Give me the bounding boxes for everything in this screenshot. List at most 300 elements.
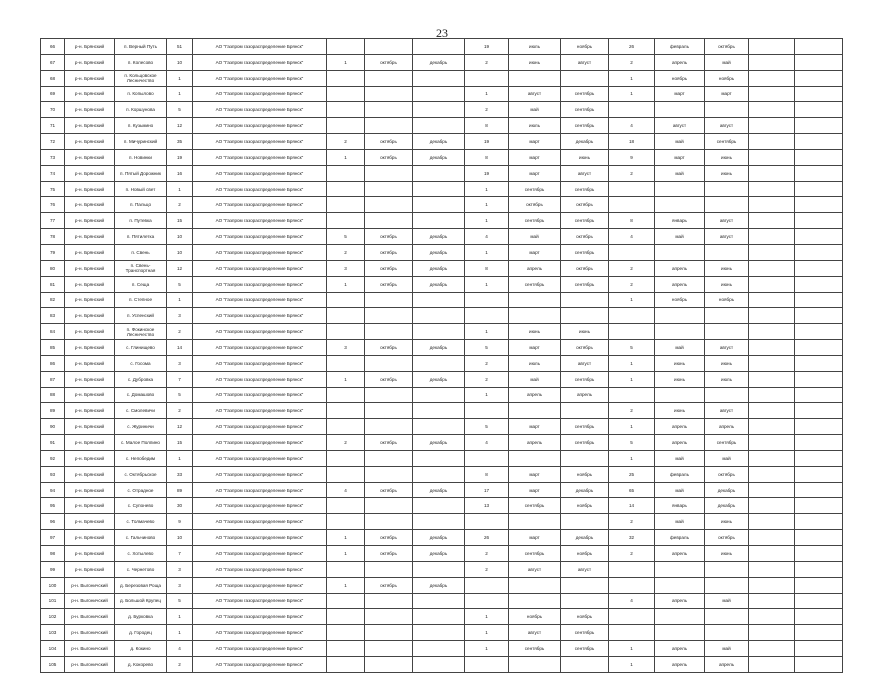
empty-cell: [795, 70, 843, 86]
empty-cell: [749, 54, 795, 70]
object-count-cell: 1: [167, 625, 193, 641]
group1-end-cell: декабрь: [413, 577, 465, 593]
group2-start-cell: октябрь: [509, 197, 561, 213]
district-cell: р-н. Брянский: [65, 403, 115, 419]
group1-start-cell: [365, 561, 413, 577]
group3-count-cell: [609, 577, 655, 593]
group2-start-cell: июнь: [509, 324, 561, 340]
row-number: 104: [41, 641, 65, 657]
row-number: 83: [41, 308, 65, 324]
group3-end-cell: июнь: [705, 546, 749, 562]
group3-start-cell: май: [655, 450, 705, 466]
table-row: [41, 181, 843, 197]
group1-end-cell: [413, 355, 465, 371]
group3-end-cell: [705, 324, 749, 340]
group3-start-cell: [655, 609, 705, 625]
group1-count-cell: [327, 292, 365, 308]
locality-cell: д. Кокорево: [115, 656, 167, 672]
row-number: 80: [41, 260, 65, 276]
locality-cell: п. Верный Путь: [115, 39, 167, 55]
organization-cell: АО "Газпром газораспределение Брянск": [193, 149, 327, 165]
group3-start-cell: январь: [655, 213, 705, 229]
group1-count-cell: [327, 403, 365, 419]
organization-cell: АО "Газпром газораспределение Брянск": [193, 482, 327, 498]
district-cell: р-н. Брянский: [65, 165, 115, 181]
row-number: 91: [41, 435, 65, 451]
group1-start-cell: [365, 466, 413, 482]
empty-cell: [749, 229, 795, 245]
group2-count-cell: [465, 593, 509, 609]
group1-end-cell: [413, 609, 465, 625]
group2-count-cell: 2: [465, 355, 509, 371]
table-row: [41, 625, 843, 641]
group3-end-cell: [705, 561, 749, 577]
object-count-cell: 3: [167, 577, 193, 593]
group3-count-cell: 2: [609, 54, 655, 70]
district-cell: р-н. Брянский: [65, 70, 115, 86]
empty-cell: [795, 118, 843, 134]
group2-count-cell: 4: [465, 435, 509, 451]
group2-start-cell: март: [509, 340, 561, 356]
group1-count-cell: 1: [327, 577, 365, 593]
group3-start-cell: февраль: [655, 466, 705, 482]
group3-start-cell: [655, 244, 705, 260]
group1-end-cell: декабрь: [413, 134, 465, 150]
group1-start-cell: [365, 355, 413, 371]
group3-count-cell: 2: [609, 165, 655, 181]
empty-cell: [749, 641, 795, 657]
organization-cell: АО "Газпром газораспределение Брянск": [193, 54, 327, 70]
group1-start-cell: октябрь: [365, 54, 413, 70]
organization-cell: АО "Газпром газораспределение Брянск": [193, 561, 327, 577]
table-row: [41, 530, 843, 546]
empty-cell: [795, 530, 843, 546]
group2-count-cell: 2: [465, 54, 509, 70]
group3-count-cell: [609, 244, 655, 260]
group3-end-cell: апрель: [705, 419, 749, 435]
object-count-cell: 10: [167, 54, 193, 70]
group3-start-cell: июнь: [655, 371, 705, 387]
table-row: [41, 39, 843, 55]
row-number: 100: [41, 577, 65, 593]
group1-end-cell: [413, 70, 465, 86]
group1-start-cell: [365, 181, 413, 197]
table-row: [41, 482, 843, 498]
group2-end-cell: август: [561, 561, 609, 577]
locality-cell: п. Кольцовское Лесничество: [115, 70, 167, 86]
group1-count-cell: [327, 355, 365, 371]
group1-count-cell: 1: [327, 546, 365, 562]
empty-cell: [795, 482, 843, 498]
empty-cell: [749, 514, 795, 530]
group3-start-cell: апрель: [655, 546, 705, 562]
group2-end-cell: [561, 308, 609, 324]
row-number: 72: [41, 134, 65, 150]
group3-start-cell: февраль: [655, 530, 705, 546]
organization-cell: АО "Газпром газораспределение Брянск": [193, 244, 327, 260]
locality-cell: с. Глинищево: [115, 340, 167, 356]
district-cell: р-н. Выгоничский: [65, 609, 115, 625]
table-row: [41, 102, 843, 118]
group1-start-cell: [365, 213, 413, 229]
group1-count-cell: 3: [327, 340, 365, 356]
row-number: 95: [41, 498, 65, 514]
empty-cell: [749, 656, 795, 672]
group1-start-cell: октябрь: [365, 276, 413, 292]
row-number: 97: [41, 530, 65, 546]
group3-start-cell: апрель: [655, 276, 705, 292]
group2-end-cell: август: [561, 54, 609, 70]
group3-start-cell: май: [655, 340, 705, 356]
group1-end-cell: декабрь: [413, 530, 465, 546]
group2-start-cell: сентябрь: [509, 181, 561, 197]
group1-end-cell: [413, 641, 465, 657]
group3-count-cell: 5: [609, 340, 655, 356]
object-count-cell: 1: [167, 292, 193, 308]
group2-end-cell: [561, 656, 609, 672]
group1-count-cell: [327, 641, 365, 657]
organization-cell: АО "Газпром газораспределение Брянск": [193, 641, 327, 657]
group1-end-cell: [413, 498, 465, 514]
table-row: [41, 450, 843, 466]
row-number: 69: [41, 86, 65, 102]
row-number: 67: [41, 54, 65, 70]
group3-count-cell: [609, 102, 655, 118]
group1-end-cell: [413, 165, 465, 181]
group1-count-cell: [327, 165, 365, 181]
group2-start-cell: [509, 70, 561, 86]
group2-start-cell: июль: [509, 118, 561, 134]
group3-count-cell: [609, 308, 655, 324]
district-cell: р-н. Брянский: [65, 86, 115, 102]
group2-start-cell: сентябрь: [509, 498, 561, 514]
row-number: 81: [41, 276, 65, 292]
group1-count-cell: 2: [327, 134, 365, 150]
empty-cell: [749, 118, 795, 134]
group2-count-cell: 1: [465, 244, 509, 260]
group3-end-cell: июль: [705, 371, 749, 387]
group3-count-cell: 1: [609, 419, 655, 435]
group2-end-cell: сентябрь: [561, 435, 609, 451]
group1-end-cell: [413, 102, 465, 118]
row-number: 84: [41, 324, 65, 340]
group1-end-cell: декабрь: [413, 371, 465, 387]
group2-count-cell: 1: [465, 387, 509, 403]
organization-cell: АО "Газпром газораспределение Брянск": [193, 213, 327, 229]
group1-count-cell: 2: [327, 435, 365, 451]
object-count-cell: 1: [167, 70, 193, 86]
group2-count-cell: 8: [465, 149, 509, 165]
group3-start-cell: [655, 102, 705, 118]
group2-count-cell: 5: [465, 419, 509, 435]
group1-start-cell: октябрь: [365, 244, 413, 260]
group2-start-cell: июль: [509, 39, 561, 55]
table-row: [41, 276, 843, 292]
group1-end-cell: [413, 292, 465, 308]
district-cell: р-н. Брянский: [65, 371, 115, 387]
group2-start-cell: май: [509, 102, 561, 118]
group3-start-cell: июнь: [655, 403, 705, 419]
district-cell: р-н. Брянский: [65, 561, 115, 577]
group3-end-cell: декабрь: [705, 498, 749, 514]
group3-count-cell: 2: [609, 546, 655, 562]
empty-cell: [795, 340, 843, 356]
empty-cell: [795, 244, 843, 260]
group3-end-cell: май: [705, 450, 749, 466]
group1-end-cell: [413, 197, 465, 213]
group2-end-cell: сентябрь: [561, 118, 609, 134]
table-row: [41, 165, 843, 181]
district-cell: р-н. Брянский: [65, 387, 115, 403]
group3-start-cell: апрель: [655, 419, 705, 435]
group1-start-cell: [365, 86, 413, 102]
group3-end-cell: [705, 308, 749, 324]
group1-start-cell: октябрь: [365, 546, 413, 562]
object-count-cell: 2: [167, 403, 193, 419]
empty-cell: [795, 577, 843, 593]
organization-cell: АО "Газпром газораспределение Брянск": [193, 308, 327, 324]
table-row: [41, 466, 843, 482]
district-cell: р-н. Брянский: [65, 118, 115, 134]
row-number: 93: [41, 466, 65, 482]
group1-count-cell: [327, 387, 365, 403]
district-cell: р-н. Брянский: [65, 450, 115, 466]
row-number: 85: [41, 340, 65, 356]
table-row: [41, 561, 843, 577]
table-row: [41, 514, 843, 530]
locality-cell: с. Хотылево: [115, 546, 167, 562]
group1-start-cell: октябрь: [365, 482, 413, 498]
group2-end-cell: [561, 403, 609, 419]
group2-count-cell: 1: [465, 641, 509, 657]
group3-start-cell: май: [655, 165, 705, 181]
group2-end-cell: [561, 70, 609, 86]
group2-start-cell: апрель: [509, 435, 561, 451]
group1-count-cell: [327, 213, 365, 229]
group2-end-cell: декабрь: [561, 134, 609, 150]
table-row: [41, 371, 843, 387]
group1-start-cell: октябрь: [365, 435, 413, 451]
group2-start-cell: сентябрь: [509, 213, 561, 229]
group1-end-cell: [413, 466, 465, 482]
group1-start-cell: октябрь: [365, 340, 413, 356]
group2-count-cell: 19: [465, 39, 509, 55]
empty-cell: [795, 165, 843, 181]
table-row: [41, 70, 843, 86]
group1-count-cell: [327, 324, 365, 340]
group3-start-cell: март: [655, 86, 705, 102]
row-number: 75: [41, 181, 65, 197]
group2-count-cell: 1: [465, 213, 509, 229]
locality-cell: п. Пальцо: [115, 197, 167, 213]
table-row: [41, 324, 843, 340]
organization-cell: АО "Газпром газораспределение Брянск": [193, 593, 327, 609]
object-count-cell: 1: [167, 450, 193, 466]
group2-start-cell: [509, 308, 561, 324]
group2-count-cell: 5: [465, 340, 509, 356]
group3-count-cell: 9: [609, 149, 655, 165]
group2-start-cell: апрель: [509, 260, 561, 276]
object-count-cell: 10: [167, 229, 193, 245]
group1-end-cell: декабрь: [413, 340, 465, 356]
table-row: [41, 54, 843, 70]
group1-count-cell: 4: [327, 482, 365, 498]
group2-count-cell: [465, 292, 509, 308]
group1-count-cell: [327, 118, 365, 134]
table-row: [41, 229, 843, 245]
empty-cell: [795, 39, 843, 55]
organization-cell: АО "Газпром газораспределение Брянск": [193, 355, 327, 371]
group1-end-cell: декабрь: [413, 260, 465, 276]
group3-count-cell: [609, 609, 655, 625]
group3-count-cell: 26: [609, 39, 655, 55]
group1-end-cell: [413, 86, 465, 102]
group2-count-cell: 2: [465, 102, 509, 118]
group3-start-cell: апрель: [655, 435, 705, 451]
group2-end-cell: октябрь: [561, 340, 609, 356]
group1-count-cell: 5: [327, 229, 365, 245]
group2-end-cell: ноябрь: [561, 466, 609, 482]
group1-end-cell: [413, 625, 465, 641]
row-number: 74: [41, 165, 65, 181]
district-cell: р-н. Выгоничский: [65, 641, 115, 657]
group1-end-cell: [413, 419, 465, 435]
group3-count-cell: 4: [609, 229, 655, 245]
locality-cell: п. Пятилетка: [115, 229, 167, 245]
group3-end-cell: [705, 609, 749, 625]
organization-cell: АО "Газпром газораспределение Брянск": [193, 181, 327, 197]
locality-cell: д. Кокино: [115, 641, 167, 657]
group1-start-cell: октябрь: [365, 134, 413, 150]
group2-start-cell: сентябрь: [509, 546, 561, 562]
empty-cell: [749, 292, 795, 308]
district-cell: р-н. Брянский: [65, 340, 115, 356]
row-number: 98: [41, 546, 65, 562]
group1-end-cell: [413, 324, 465, 340]
row-number: 82: [41, 292, 65, 308]
group3-end-cell: [705, 181, 749, 197]
organization-cell: АО "Газпром газораспределение Брянск": [193, 70, 327, 86]
group2-count-cell: 8: [465, 118, 509, 134]
locality-cell: п. Копылово: [115, 86, 167, 102]
group3-count-cell: 2: [609, 276, 655, 292]
group2-end-cell: [561, 514, 609, 530]
table-row: [41, 641, 843, 657]
group1-end-cell: декабрь: [413, 54, 465, 70]
empty-cell: [749, 498, 795, 514]
group3-count-cell: 32: [609, 530, 655, 546]
group2-start-cell: [509, 514, 561, 530]
group1-start-cell: октябрь: [365, 530, 413, 546]
group2-count-cell: 8: [465, 260, 509, 276]
group3-end-cell: октябрь: [705, 530, 749, 546]
table-row: [41, 213, 843, 229]
object-count-cell: 33: [167, 466, 193, 482]
empty-cell: [795, 229, 843, 245]
group1-start-cell: [365, 641, 413, 657]
empty-cell: [749, 39, 795, 55]
group1-start-cell: октябрь: [365, 260, 413, 276]
group2-end-cell: [561, 577, 609, 593]
group2-end-cell: сентябрь: [561, 86, 609, 102]
group2-end-cell: [561, 593, 609, 609]
object-count-cell: 5: [167, 102, 193, 118]
group3-start-cell: ноябрь: [655, 292, 705, 308]
object-count-cell: 51: [167, 39, 193, 55]
district-cell: р-н. Брянский: [65, 181, 115, 197]
district-cell: р-н. Брянский: [65, 244, 115, 260]
row-number: 88: [41, 387, 65, 403]
group1-start-cell: [365, 39, 413, 55]
group3-end-cell: октябрь: [705, 39, 749, 55]
row-number: 102: [41, 609, 65, 625]
district-cell: р-н. Брянский: [65, 466, 115, 482]
table-row: [41, 292, 843, 308]
group2-end-cell: [561, 292, 609, 308]
group1-count-cell: 1: [327, 371, 365, 387]
group2-count-cell: 2: [465, 371, 509, 387]
group3-start-cell: [655, 577, 705, 593]
empty-cell: [795, 593, 843, 609]
organization-cell: АО "Газпром газораспределение Брянск": [193, 625, 327, 641]
group1-count-cell: [327, 514, 365, 530]
group1-count-cell: [327, 656, 365, 672]
district-cell: р-н. Брянский: [65, 197, 115, 213]
table-row: [41, 577, 843, 593]
object-count-cell: 3: [167, 561, 193, 577]
group3-end-cell: август: [705, 118, 749, 134]
empty-cell: [749, 197, 795, 213]
table-row: [41, 387, 843, 403]
table-row: [41, 593, 843, 609]
district-cell: р-н. Брянский: [65, 482, 115, 498]
group2-count-cell: 4: [465, 229, 509, 245]
group1-start-cell: [365, 292, 413, 308]
group2-count-cell: 1: [465, 197, 509, 213]
group2-start-cell: март: [509, 419, 561, 435]
object-count-cell: 2: [167, 324, 193, 340]
empty-cell: [749, 70, 795, 86]
district-cell: р-н. Брянский: [65, 54, 115, 70]
group1-count-cell: [327, 593, 365, 609]
table-row: [41, 86, 843, 102]
organization-cell: АО "Газпром газораспределение Брянск": [193, 498, 327, 514]
group3-start-cell: [655, 324, 705, 340]
organization-cell: АО "Газпром газораспределение Брянск": [193, 229, 327, 245]
group2-start-cell: [509, 450, 561, 466]
empty-cell: [795, 450, 843, 466]
group3-count-cell: 1: [609, 450, 655, 466]
group3-end-cell: июнь: [705, 355, 749, 371]
group1-start-cell: [365, 450, 413, 466]
group3-count-cell: 2: [609, 260, 655, 276]
group2-count-cell: [465, 70, 509, 86]
group3-count-cell: 4: [609, 593, 655, 609]
group3-count-cell: 8: [609, 213, 655, 229]
group3-count-cell: 1: [609, 371, 655, 387]
district-cell: р-н. Выгоничский: [65, 577, 115, 593]
group3-count-cell: [609, 625, 655, 641]
group3-start-cell: апрель: [655, 54, 705, 70]
locality-cell: п. Коршунова: [115, 102, 167, 118]
empty-cell: [749, 165, 795, 181]
group1-start-cell: [365, 102, 413, 118]
object-count-cell: 89: [167, 482, 193, 498]
group2-end-cell: декабрь: [561, 482, 609, 498]
group3-count-cell: 4: [609, 118, 655, 134]
group3-count-cell: 1: [609, 355, 655, 371]
empty-cell: [795, 213, 843, 229]
